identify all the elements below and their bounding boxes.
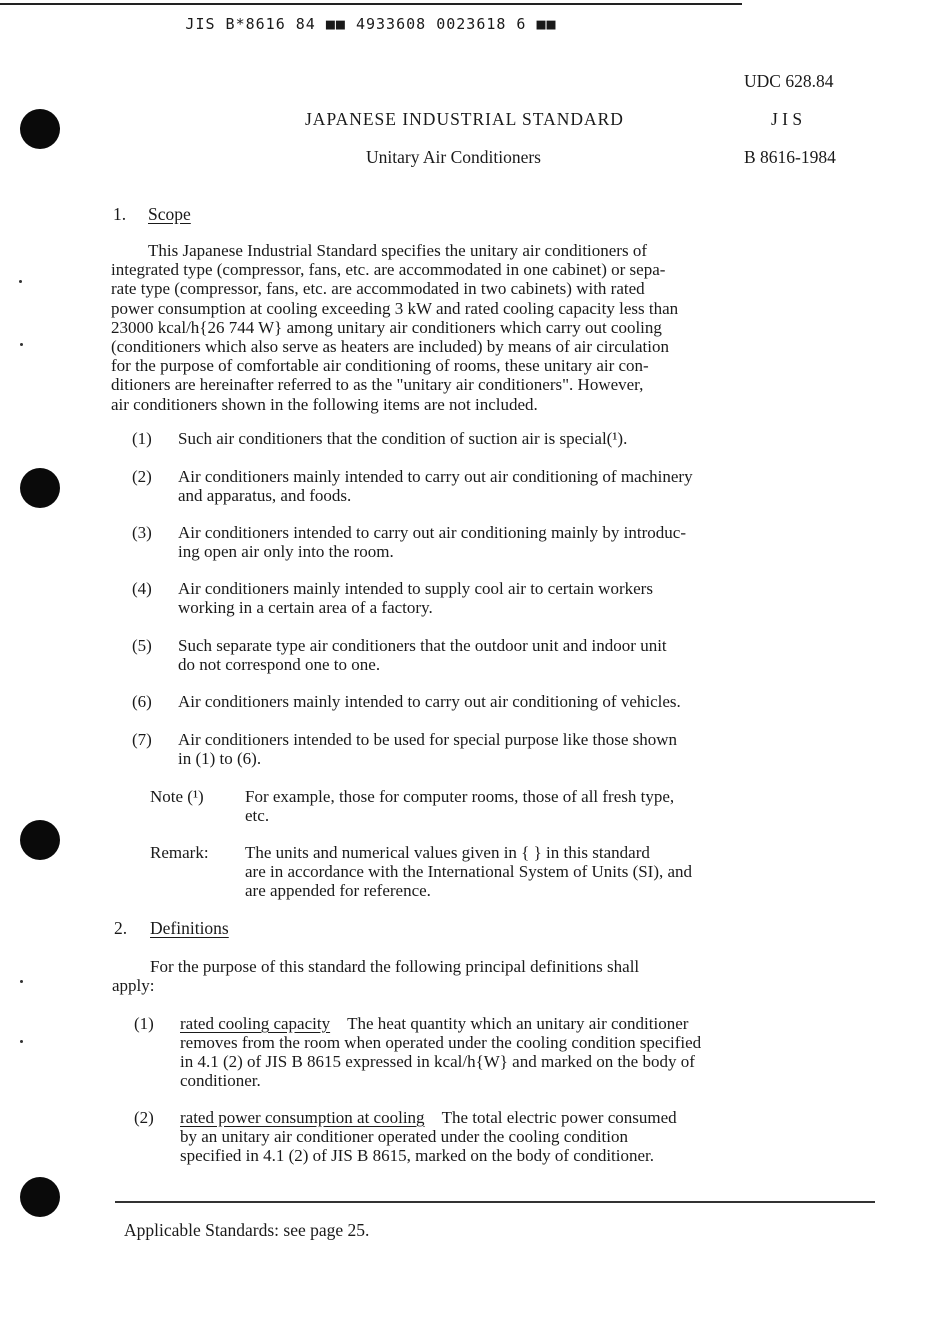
text-line: do not correspond one to one. [178,655,381,674]
note-label: Note (¹) [150,787,204,806]
text-line: integrated type (compressor, fans, etc. are accommodated in one cabinet) or sepa- [111,260,666,280]
section-heading-definitions: Definitions [150,918,229,938]
list-item-number: (5) [132,636,152,655]
punch-hole [20,109,60,149]
list-item [178,692,681,711]
definition-number: (2) [134,1108,154,1127]
list-item-number: (2) [132,467,152,486]
list-item [178,467,693,505]
punch-hole [20,468,60,508]
jis-mark: J I S [771,109,803,129]
text-line: For example, those for computer rooms, those of all fresh type, [245,787,675,806]
list-item-number: (4) [132,579,152,598]
punch-hole [20,1177,60,1217]
text-line: ing open air only into the room. [178,542,394,561]
definition-term: rated cooling capacity [180,1014,331,1033]
text-line: for the purpose of comfortable air conditioning of rooms, these unitary air con- [111,356,649,376]
text-line [180,1108,880,1127]
punch-hole [20,820,60,860]
text-line: ditioners are hereinafter referred to as the "unitary air conditioners". However, [111,375,644,395]
text-line: (conditioners which also serve as heaters are included) by means of air circulation [111,337,669,357]
list-item [178,636,667,674]
list-item-number: (6) [132,692,152,711]
text-line: Such separate type air conditioners that the outdoor unit and indoor unit [178,636,667,655]
scope-intro-paragraph [111,241,881,414]
list-item [178,730,677,768]
text-line: and apparatus, and foods. [178,486,352,505]
text-line: Air conditioners mainly intended to supply cool air to certain workers [178,579,653,598]
document-title: Unitary Air Conditioners [366,147,541,167]
text-line: rate type (compressor, fans, etc. are accommodated in two cabinets) with rated [111,279,645,299]
note-text [245,787,674,825]
document-number: B 8616-1984 [744,147,836,167]
text-line: etc. [245,806,270,825]
text-line: Air conditioners intended to be used for special purpose like those shown [178,730,678,749]
definition-number: (1) [134,1014,154,1033]
definitions-intro-paragraph [112,957,882,995]
top-border-line [0,3,742,5]
standard-title: JAPANESE INDUSTRIAL STANDARD [305,109,624,129]
list-item [178,579,653,617]
definition-term: rated power consumption at cooling [180,1108,425,1127]
text-line: are appended for reference. [245,881,431,900]
scan-speck [20,343,23,346]
text-line: specified in 4.1 (2) of JIS B 8615, marked on the body of conditioner. [180,1146,655,1165]
text-line [180,1014,880,1033]
text-line: apply: [112,976,155,996]
text-line: by an unitary air conditioner operated under the cooling condition [180,1127,629,1146]
text-line: This Japanese Industrial Standard specifies the unitary air conditioners of [148,241,647,260]
list-item [178,429,627,448]
scan-speck [20,980,23,983]
text-line: The units and numerical values given in { } in this standard [245,843,650,862]
definition-text: The total electric power consumed [441,1108,677,1127]
text-line: power consumption at cooling exceeding 3 kW and rated cooling capacity less than [111,298,679,318]
text-line: conditioner. [180,1071,261,1090]
scan-speck [19,280,22,283]
list-item-number: (3) [132,523,152,542]
section-number: 2. [114,918,128,938]
footer-rule [115,1201,875,1203]
text-line: are in accordance with the International System of Units (SI), and [245,862,693,881]
text-line: Such air conditioners that the condition of suction air is special(¹). [178,429,628,448]
definition-item [180,1108,880,1165]
udc-number: UDC 628.84 [744,71,834,91]
section-number: 1. [113,204,127,224]
text-line: removes from the room when operated under the cooling condition specified [180,1033,702,1052]
remark-label: Remark: [150,843,209,862]
list-item-number: (7) [132,730,152,749]
text-line: Air conditioners mainly intended to carry out air conditioning of machinery [178,467,693,486]
applicable-standards: Applicable Standards: see page 25. [124,1220,370,1240]
text-line: 23000 kcal/h{26 744 W} among unitary air conditioners which carry out cooling [111,317,662,337]
text-line: in 4.1 (2) of JIS B 8615 expressed in kcal/h{W} and marked on the body of [180,1052,695,1071]
text-line: air conditioners shown in the following items are not included. [111,394,538,414]
remark-text [245,843,692,900]
text-line: Air conditioners intended to carry out air conditioning mainly by introduc- [178,523,686,542]
list-item [178,523,686,561]
section-heading-scope: Scope [148,204,191,224]
scan-speck [20,1040,23,1043]
text-line: Air conditioners mainly intended to carry out air conditioning of vehicles. [178,692,681,711]
list-item-number: (1) [132,429,152,448]
text-line: For the purpose of this standard the following principal definitions shall [150,957,640,976]
definition-text: The heat quantity which an unitary air conditioner [347,1014,689,1033]
header-code-line: JIS B*8616 84 ■■ 4933608 0023618 6 ■■ [185,15,557,33]
text-line: working in a certain area of a factory. [178,598,433,617]
definition-item [180,1014,880,1090]
text-line: in (1) to (6). [178,749,262,768]
